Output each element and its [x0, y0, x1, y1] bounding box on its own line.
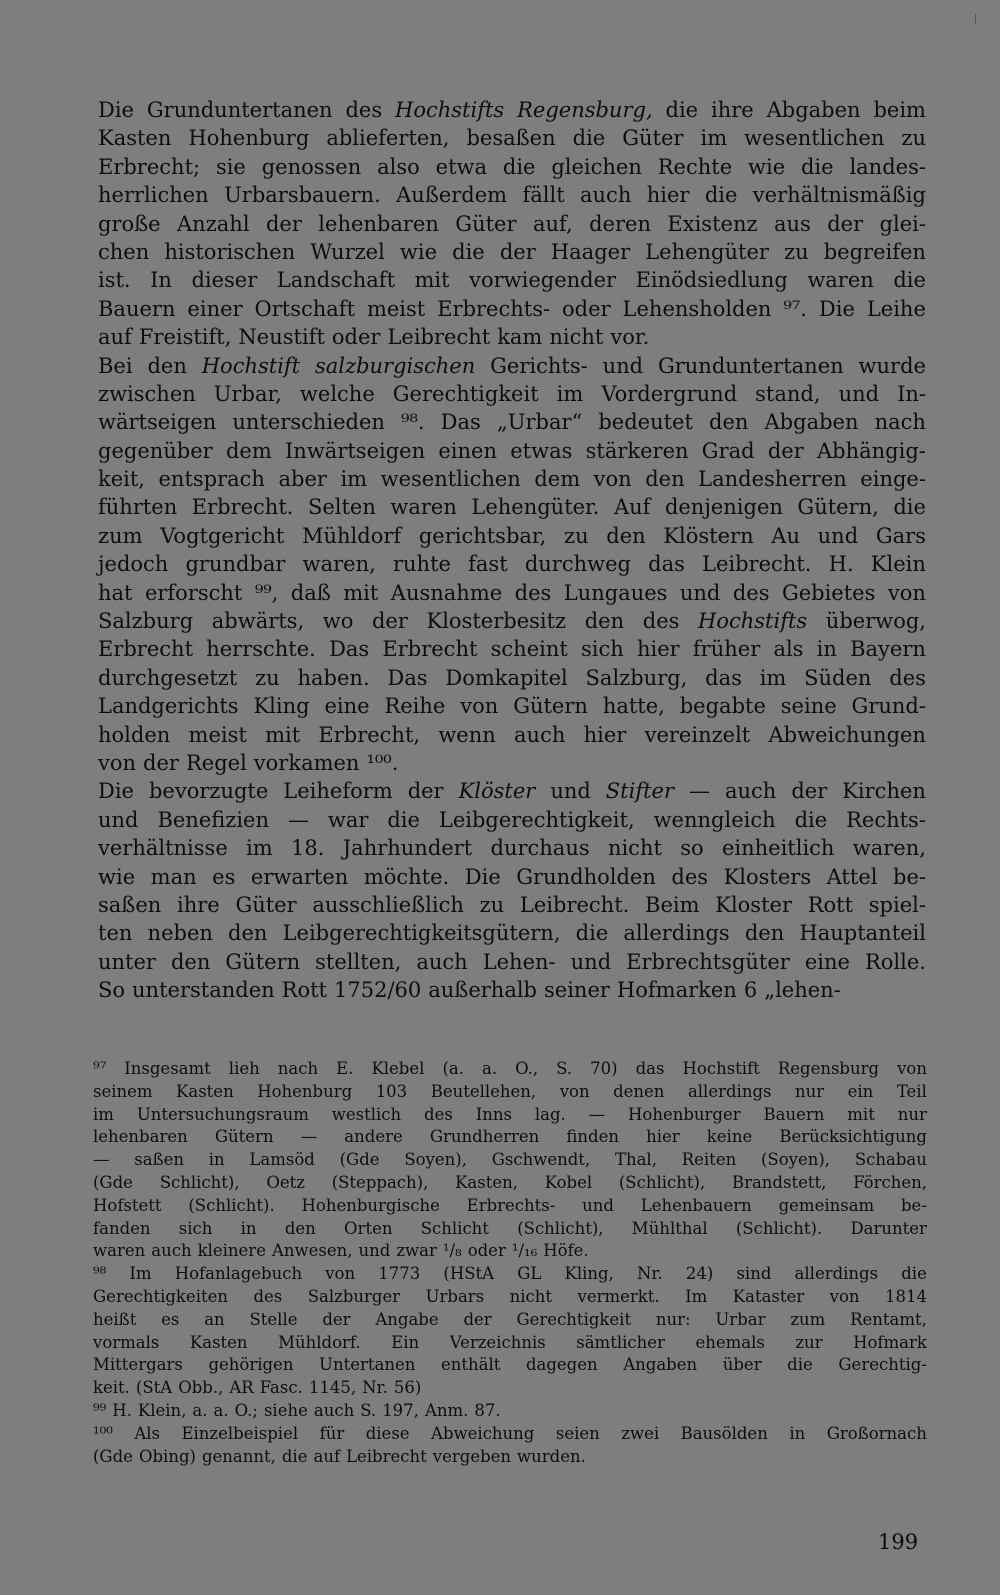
body-line: Die Grunduntertanen des Hochstifts Regensburg, die ihre Abgaben beim — [98, 98, 926, 122]
body-line: ist. In dieser Landschaft mit vorwiegender Einödsiedlung waren die — [98, 268, 926, 293]
footnote-line: ⁹⁸ Im Hofanlagebuch von 1773 (HStA GL Kling, Nr. 24) sind allerdings die — [93, 1264, 927, 1284]
body-line: Erbrecht herrschte. Das Erbrecht scheint sich hier früher als in Bayern — [98, 637, 926, 662]
footnote-line: Gerechtigkeiten des Salzburger Urbars nicht vermerkt. Im Kataster von 1814 — [93, 1286, 927, 1306]
body-line: ten neben den Leibgerechtigkeitsgütern, die allerdings den Hauptanteil — [98, 921, 926, 946]
body-line: zwischen Urbar, welche Gerechtigkeit im Vordergrund stand, und In- — [98, 381, 926, 406]
body-line: Kasten Hohenburg ablieferten, besaßen die Güter im wesentlichen zu — [98, 126, 926, 151]
footnotes — [93, 1058, 927, 1468]
body-line: wärtseigen unterschieden ⁹⁸. Das „Urbar“ bedeutet den Abgaben nach — [98, 410, 926, 435]
body-line: von der Regel vorkamen ¹⁰⁰. — [98, 750, 399, 775]
footnote-line: (Gde Schlicht), Oetz (Steppach), Kasten, Kobel (Schlicht), Brandstett, Förchen, — [93, 1172, 927, 1192]
body-line: durchgesetzt zu haben. Das Domkapitel Salzburg, das im Süden des — [98, 665, 926, 690]
body-line: keit, entsprach aber im wesentlichen dem von den Landesherren einge- — [98, 467, 926, 492]
body-line: hat erforscht ⁹⁹, daß mit Ausnahme des Lungaues und des Gebietes von — [98, 580, 926, 605]
footnote-line: waren auch kleinere Anwesen, und zwar ¹/₈ oder ¹/₁₆ Höfe. — [93, 1241, 589, 1261]
body-line: verhältnisse im 18. Jahrhundert durchaus nicht so einheitlich waren, — [98, 836, 926, 861]
page-number: 199 — [878, 1530, 919, 1554]
body-line: Erbrecht; sie genossen also etwa die gleichen Rechte wie die landes- — [98, 154, 926, 179]
footnote-line: lehenbaren Gütern — andere Grundherren finden hier keine Berücksichtigung — [93, 1127, 927, 1147]
footnote-line: ⁹⁷ Insgesamt lieh nach E. Klebel (a. a. O., S. 70) das Hochstift Regensburg von — [93, 1059, 927, 1078]
body-line: saßen ihre Güter ausschließlich zu Leibrecht. Beim Kloster Rott spiel- — [98, 892, 926, 917]
footnote-line: Mittergars gehörigen Untertanen enthält dagegen Angaben über die Gerechtig- — [93, 1355, 927, 1375]
body-line: auf Freistift, Neustift oder Leibrecht kam nicht vor. — [98, 325, 650, 350]
body-line: Die bevorzugte Leiheform der Klöster und Stifter — auch der Kirchen — [98, 779, 926, 804]
body-line: wie man es erwarten möchte. Die Grundholden des Klosters Attel be- — [98, 864, 926, 889]
body-line: holden meist mit Erbrecht, wenn auch hier vereinzelt Abweichungen — [98, 722, 926, 747]
footnote-line: heißt es an Stelle der Angabe der Gerechtigkeit nur: Urbar zum Rentamt, — [93, 1309, 927, 1329]
footnote-line: vormals Kasten Mühldorf. Ein Verzeichnis sämtlicher ehemals zur Hofmark — [93, 1332, 927, 1352]
body-line: jedoch grundbar waren, ruhte fast durchweg das Leibrecht. H. Klein — [98, 552, 926, 577]
body-line: herrlichen Urbarsbauern. Außerdem fällt auch hier die verhältnismäßig — [98, 183, 926, 208]
footnote-line: Hofstett (Schlicht). Hohenburgische Erbrechts- und Lehenbauern gemeinsam be- — [93, 1195, 927, 1215]
body-line: Salzburg abwärts, wo der Klosterbesitz den des Hochstifts überwog, — [98, 609, 926, 634]
footnote-line: keit. (StA Obb., AR Fasc. 1145, Nr. 56) — [93, 1378, 422, 1398]
scan-mark — [975, 14, 976, 24]
footnote-line: ⁹⁹ H. Klein, a. a. O.; siehe auch S. 197, Anm. 87. — [93, 1400, 501, 1420]
body-line: So unterstanden Rott 1752/60 außerhalb seiner Hofmarken 6 „lehen- — [98, 978, 841, 1003]
footnote-line: ¹⁰⁰ Als Einzelbeispiel für diese Abweichung seien zwei Bausölden in Großornach — [93, 1423, 927, 1443]
body-line: große Anzahl der lehenbaren Güter auf, deren Existenz aus der glei- — [98, 211, 926, 236]
body-line: Bei den Hochstift salzburgischen Gerichts- und Grunduntertanen wurde — [98, 353, 926, 378]
body-line: führten Erbrecht. Selten waren Lehengüter. Auf denjenigen Gütern, die — [98, 495, 926, 520]
footnote-line: im Untersuchungsraum westlich des Inns lag. — Hohenburger Bauern mit nur — [93, 1104, 927, 1124]
footnote-line: (Gde Obing) genannt, die auf Leibrecht vergeben wurden. — [93, 1446, 586, 1466]
footnote-line: fanden sich in den Orten Schlicht (Schlicht), Mühlthal (Schlicht). Darunter — [93, 1218, 927, 1238]
body-line: gegenüber dem Inwärtseigen einen etwas stärkeren Grad der Abhängig- — [98, 438, 926, 463]
footnote-line: — saßen in Lamsöd (Gde Soyen), Gschwendt, Thal, Reiten (Soyen), Schabau — [93, 1150, 927, 1170]
body-line: und Benefizien — war die Leibgerechtigkeit, wenngleich die Rechts- — [98, 807, 926, 832]
body-line: Bauern einer Ortschaft meist Erbrechts- oder Lehensholden ⁹⁷. Die Leihe — [98, 296, 926, 321]
body-line: Landgerichts Kling eine Reihe von Gütern hatte, begabte seine Grund- — [98, 694, 926, 719]
body-line: zum Vogtgericht Mühldorf gerichtsbar, zu den Klöstern Au und Gars — [98, 523, 926, 548]
body-line: chen historischen Wurzel wie die der Haager Lehengüter zu begreifen — [98, 239, 926, 264]
body-text — [98, 96, 926, 1005]
body-line: unter den Gütern stellten, auch Lehen- und Erbrechtsgüter eine Rolle. — [98, 949, 926, 974]
footnote-line: seinem Kasten Hohenburg 103 Beutellehen, von denen allerdings nur ein Teil — [93, 1081, 927, 1101]
